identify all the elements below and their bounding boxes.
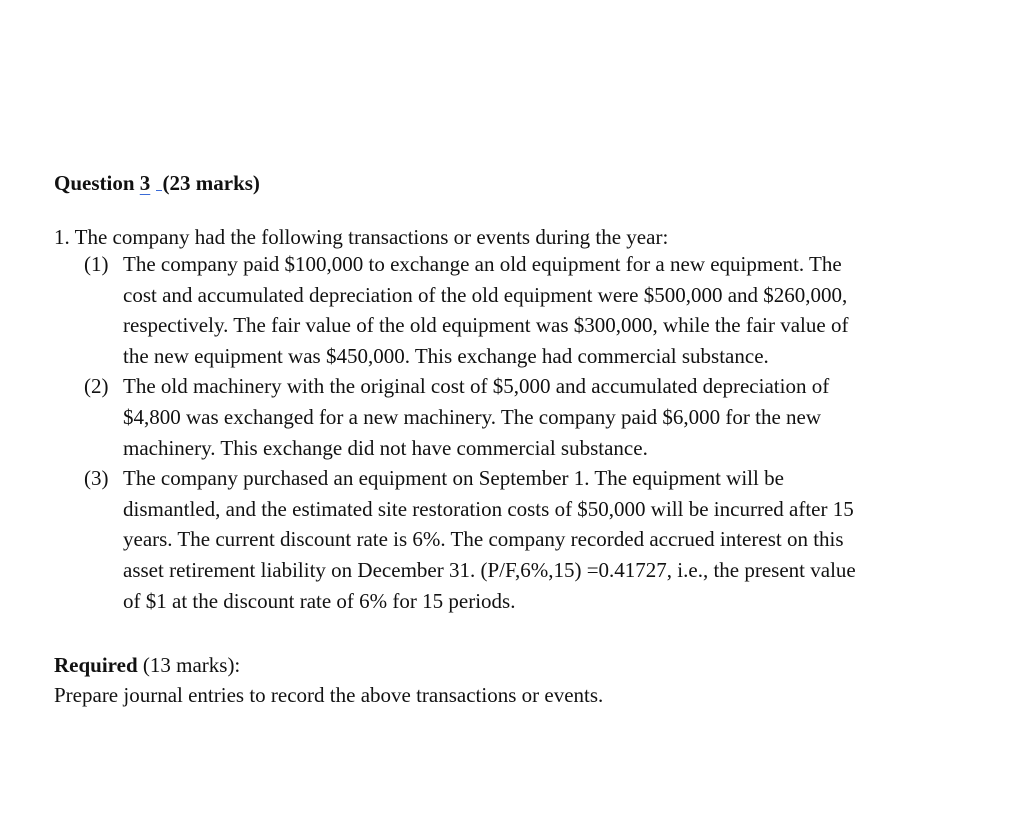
item-number: (2) (84, 374, 109, 399)
transaction-item-3 (84, 463, 964, 616)
question-number: 3 (139, 171, 151, 195)
item-line: The old machinery with the original cost of $5,000 and accumulated depreciation of (123, 374, 830, 399)
question-marks: (23 marks) (162, 171, 260, 195)
item-line: dismantled, and the estimated site restoration costs of $50,000 will be incurred after 15 (123, 496, 854, 521)
required-heading (54, 650, 240, 680)
item-number: (3) (84, 466, 109, 491)
spelling-underline-mark (156, 170, 162, 191)
item-line: years. The current discount rate is 6%. The company recorded accrued interest on this (123, 527, 844, 552)
item-line: respectively. The fair value of the old equipment was $300,000, while the fair value of (123, 313, 849, 338)
item-text (123, 463, 964, 616)
required-marks: (13 marks): (137, 653, 241, 677)
item-line: $4,800 was exchanged for a new machinery. The company paid $6,000 for the new (123, 404, 822, 429)
item-line: The company paid $100,000 to exchange an old equipment for a new equipment. The (123, 252, 842, 276)
transaction-item-1 (84, 249, 964, 371)
item-text (123, 371, 964, 463)
instruction-text: Prepare journal entries to record the above transactions or events. (54, 683, 604, 707)
question-heading (54, 170, 260, 196)
item-line: the new equipment was $450,000. This exchange had commercial substance. (123, 343, 769, 368)
intro-text: 1. The company had the following transactions or events during the year: (54, 225, 669, 249)
required-label: Required (54, 653, 138, 677)
transaction-item-2 (84, 371, 964, 463)
item-line: machinery. This exchange did not have commercial substance. (123, 435, 648, 460)
item-number: (1) (84, 252, 109, 276)
question-prefix: Question (54, 171, 140, 195)
item-text (123, 249, 964, 371)
item-line: cost and accumulated depreciation of the old equipment were $500,000 and $260,000, (123, 282, 848, 307)
transaction-list (84, 249, 964, 616)
item-line: of $1 at the discount rate of 6% for 15 periods. (123, 588, 516, 613)
item-line: asset retirement liability on December 31. (P/F,6%,15) =0.41727, i.e., the present value (123, 557, 856, 582)
item-line: The company purchased an equipment on September 1. The equipment will be (123, 466, 784, 491)
